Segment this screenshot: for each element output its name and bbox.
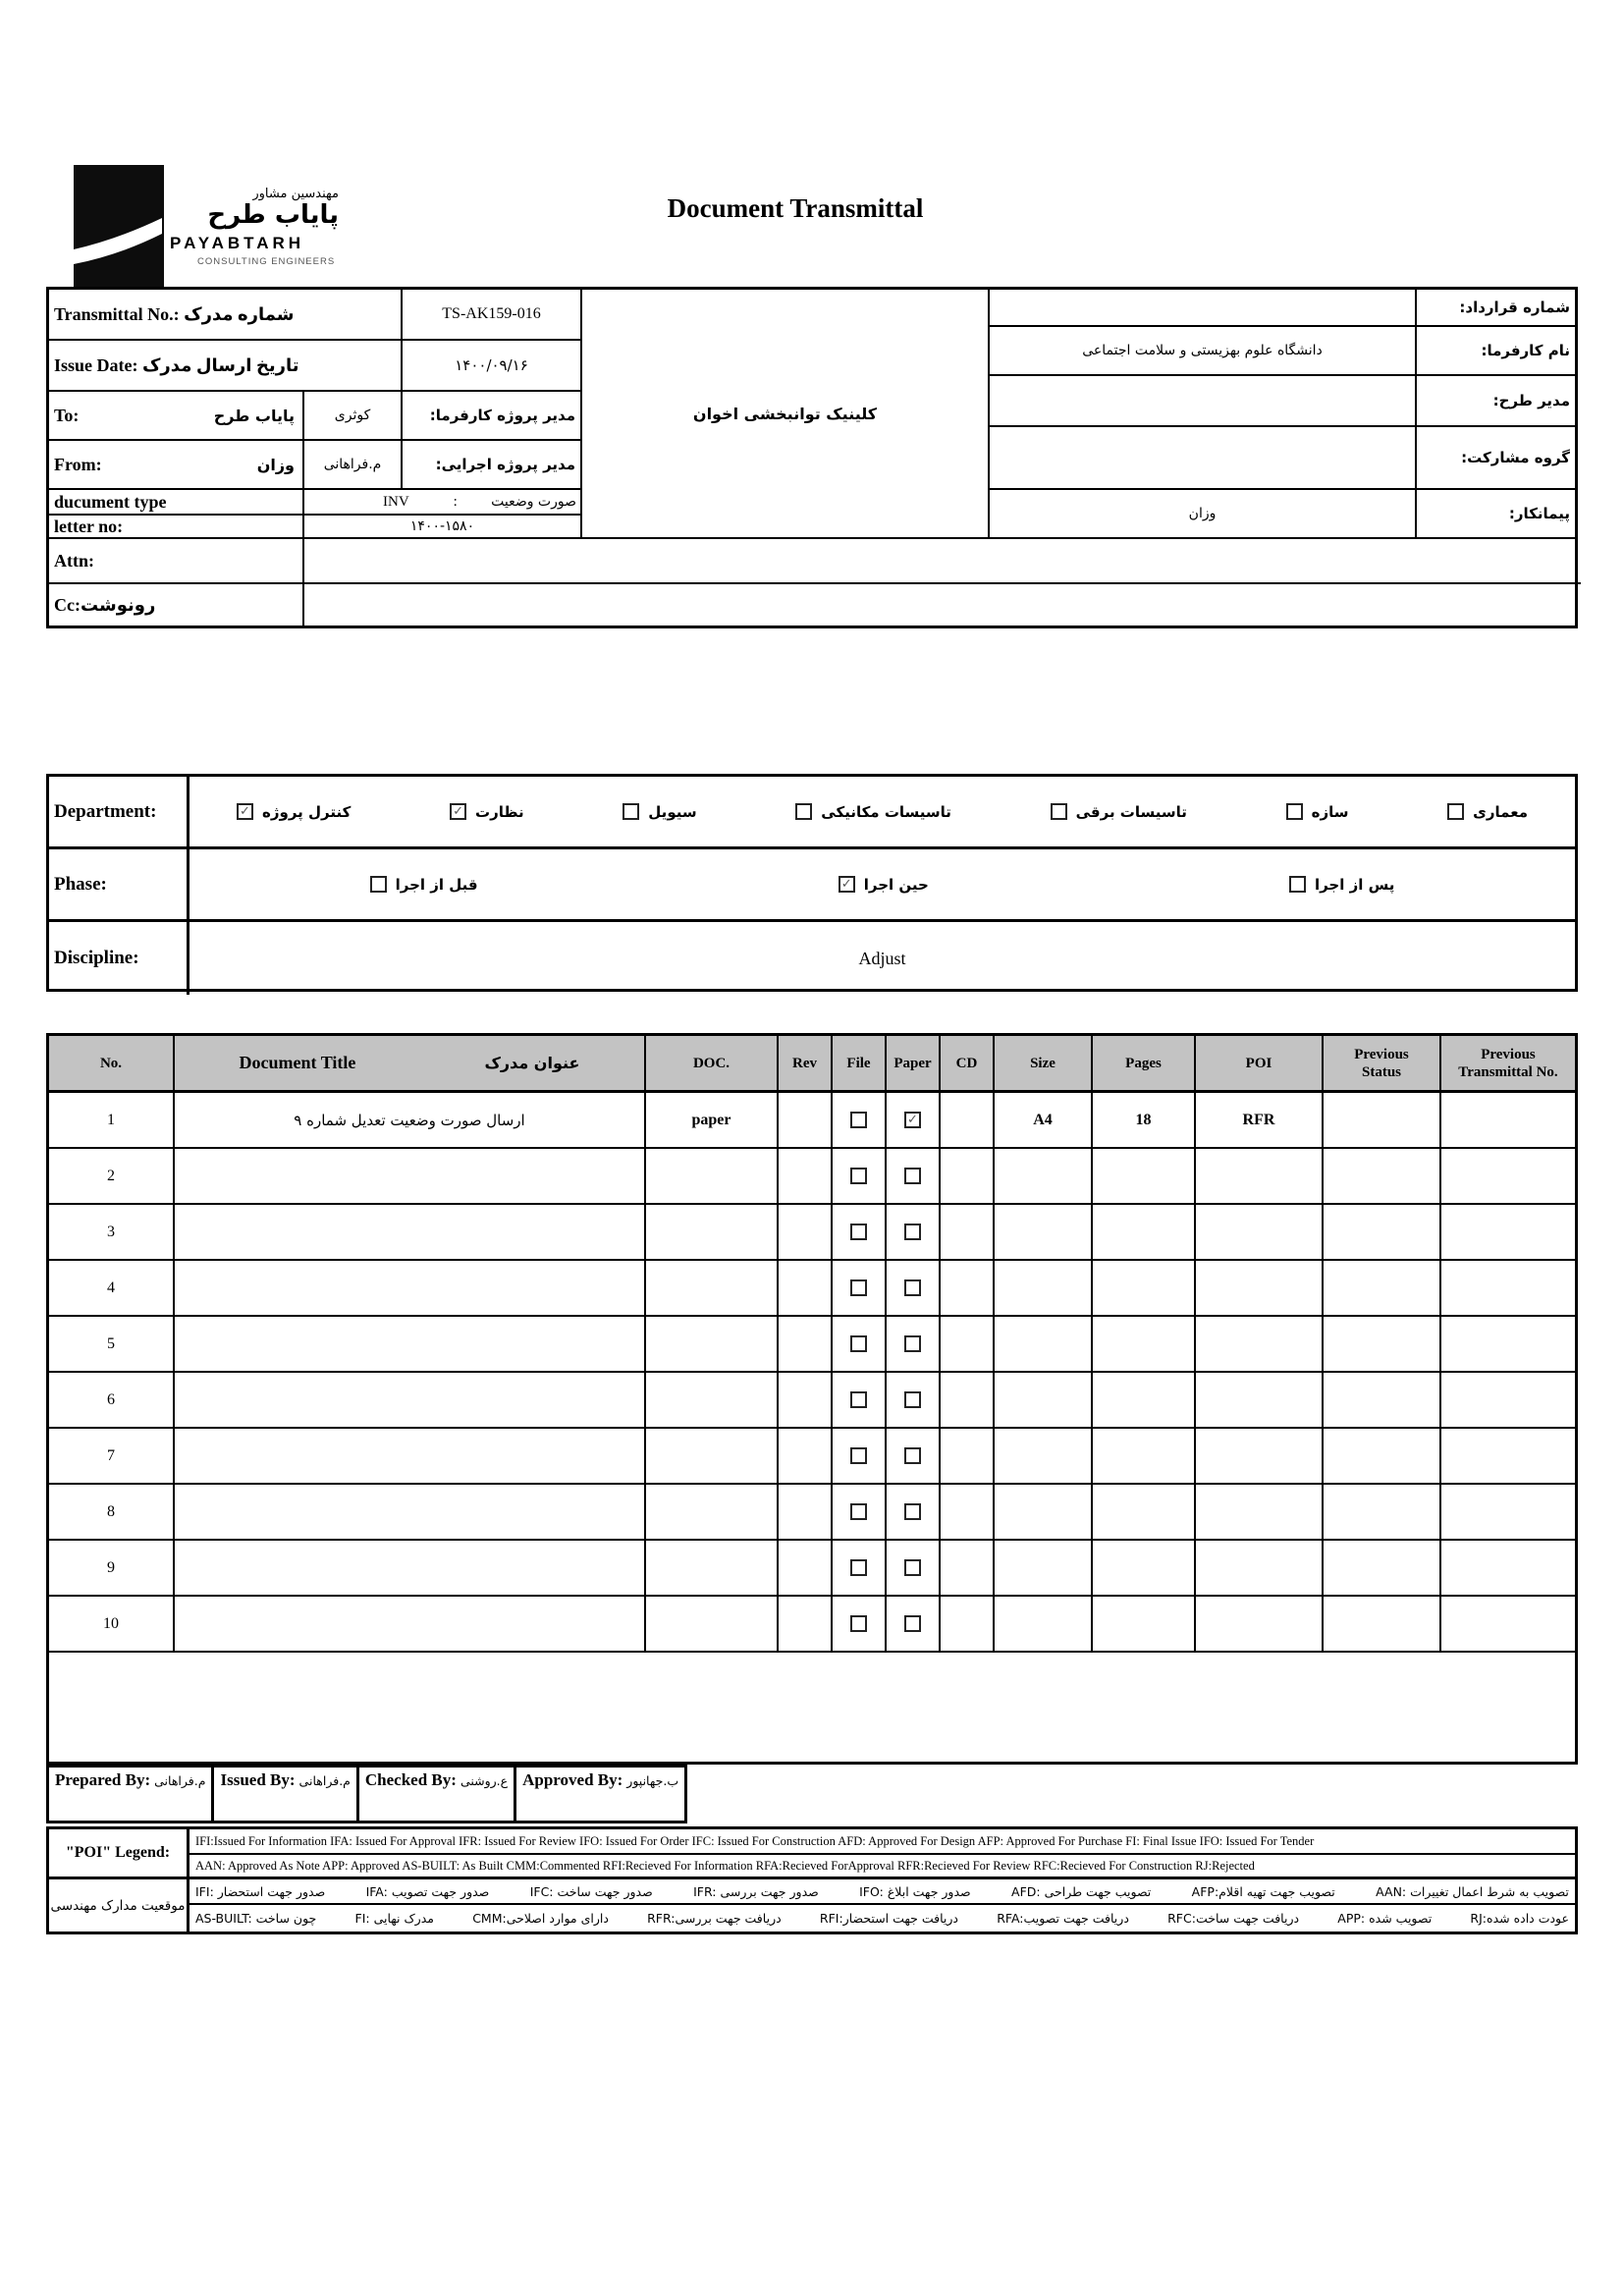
- row-title: [175, 1485, 646, 1539]
- legend-english-line-2: AAN: Approved As Note APP: Approved AS-BUILT: As Built CMM:Commented RFI:Recieved For Information RFA:Recieved ForApproval RFR:Recieved For Review RFC:Recieved For Construction RJ:Rejected: [189, 1855, 1575, 1879]
- attn-value[interactable]: [304, 539, 1581, 584]
- department-option-label: معماری: [1473, 802, 1528, 821]
- poi-legend: [46, 1826, 1578, 1934]
- signature-box[interactable]: [211, 1765, 358, 1823]
- row-prev-transmittal: [1441, 1485, 1575, 1539]
- row-file-cell: [833, 1541, 887, 1595]
- table-row: [49, 1261, 1575, 1317]
- documents-table: [46, 1033, 1578, 1765]
- col-header-rev: Rev: [779, 1036, 833, 1090]
- row-file-cell: [833, 1429, 887, 1483]
- legend-farsi-entry: AS-BUILT: چون ساخت: [195, 1911, 317, 1926]
- phase-option-label: حین اجرا: [863, 875, 929, 894]
- col-header-title-fa: عنوان مدرک: [484, 1053, 580, 1072]
- discipline-row: [49, 922, 1575, 995]
- row-paper-cell: [887, 1597, 941, 1651]
- row-pages: [1093, 1205, 1196, 1259]
- issue-date-label: Issue Date: تاریخ ارسال مدرک: [49, 341, 403, 392]
- doc-type-value: INV: [383, 493, 409, 510]
- from-label: From:: [54, 454, 102, 474]
- row-title: [175, 1541, 646, 1595]
- legend-farsi-entry: AAN: تصویب به شرط اعمال تغییرات: [1376, 1883, 1569, 1899]
- col-header-size: Size: [995, 1036, 1093, 1090]
- phase-option: [1289, 876, 1394, 894]
- phase-option-label: پس از اجرا: [1314, 875, 1395, 894]
- plan-manager-label: مدیر طرح:: [1417, 376, 1575, 427]
- legend-farsi-entry: IFR: صدور جهت بررسی: [693, 1883, 819, 1899]
- department-option-label: کنترل پروژه: [262, 802, 352, 821]
- row-rev: [779, 1485, 833, 1539]
- discipline-value: Adjust: [858, 948, 906, 968]
- contractor-value: وزان: [990, 490, 1417, 539]
- project-name: کلینیک توانبخشی اخوان: [582, 290, 990, 539]
- row-rev: [779, 1093, 833, 1147]
- row-rev: [779, 1541, 833, 1595]
- department-row: [49, 777, 1575, 849]
- row-file-cell: [833, 1597, 887, 1651]
- row-poi: [1196, 1317, 1324, 1371]
- row-title: [175, 1205, 646, 1259]
- transmittal-no-label: Transmittal No.: شماره مدرک: [49, 290, 403, 341]
- row-prev-transmittal: [1441, 1317, 1575, 1371]
- logo-text-block: [170, 165, 339, 291]
- row-size: A4: [995, 1093, 1093, 1147]
- paper-checkbox[interactable]: [904, 1447, 921, 1464]
- row-cd: [941, 1541, 995, 1595]
- table-row: [49, 1429, 1575, 1485]
- signature-name: م.فراهانی: [298, 1773, 351, 1788]
- row-size: [995, 1261, 1093, 1315]
- legend-english-line-1: IFI:Issued For Information IFA: Issued For Approval IFR: Issued For Review IFO: Issued For Order IFC: Issued For Construction AFD: Approved For Design AFP: Approved For Purchase FI: Final Issue IFO: Issued For Tender: [189, 1829, 1575, 1855]
- department-checkbox[interactable]: ✓: [237, 803, 253, 820]
- row-rev: [779, 1597, 833, 1651]
- row-size: [995, 1149, 1093, 1203]
- poi-legend-label: "POI" Legend:: [49, 1829, 187, 1879]
- department-checkbox[interactable]: [1447, 803, 1464, 820]
- legend-label-column: [49, 1829, 189, 1931]
- department-options-list: [189, 803, 1575, 821]
- row-pages: [1093, 1261, 1196, 1315]
- row-rev: [779, 1429, 833, 1483]
- cc-value[interactable]: [304, 584, 1581, 626]
- row-file-cell: [833, 1093, 887, 1147]
- row-poi: [1196, 1429, 1324, 1483]
- legend-farsi-entry: IFO: صدور جهت ابلاغ: [859, 1883, 971, 1899]
- col-header-paper: Paper: [887, 1036, 941, 1090]
- row-prev-status: [1324, 1373, 1441, 1427]
- legend-farsi-entry: RFR:دریافت جهت بررسی: [647, 1911, 782, 1926]
- row-doc: paper: [646, 1093, 779, 1147]
- row-prev-status: [1324, 1205, 1441, 1259]
- row-size: [995, 1597, 1093, 1651]
- paper-checkbox[interactable]: [904, 1224, 921, 1240]
- partnership-value[interactable]: [990, 427, 1417, 490]
- row-no: 5: [49, 1317, 175, 1371]
- row-cd: [941, 1597, 995, 1651]
- row-doc: [646, 1597, 779, 1651]
- row-title: [175, 1429, 646, 1483]
- row-pages: [1093, 1541, 1196, 1595]
- row-prev-transmittal: [1441, 1261, 1575, 1315]
- signature-name: ع.روشنی: [460, 1773, 509, 1788]
- row-poi: [1196, 1373, 1324, 1427]
- row-prev-status: [1324, 1317, 1441, 1371]
- legend-farsi-entry: RJ:عودت داده شده: [1470, 1911, 1569, 1926]
- row-file-cell: [833, 1317, 887, 1371]
- row-title: [175, 1261, 646, 1315]
- row-prev-status: [1324, 1261, 1441, 1315]
- department-checkbox[interactable]: [623, 803, 639, 820]
- attn-label: Attn:: [49, 539, 304, 584]
- row-poi: [1196, 1485, 1324, 1539]
- discipline-label: Discipline:: [49, 922, 189, 995]
- table-empty-area: [49, 1653, 1575, 1768]
- row-pages: 18: [1093, 1093, 1196, 1147]
- row-prev-status: [1324, 1149, 1441, 1203]
- legend-farsi-entry: AFP:تصویب جهت تهیه اقلام: [1191, 1883, 1335, 1899]
- col-header-no: No.: [49, 1036, 175, 1090]
- logo-english-subtitle: CONSULTING ENGINEERS: [197, 255, 336, 267]
- row-cd: [941, 1373, 995, 1427]
- issue-date-value: ۱۴۰۰/۰۹/۱۶: [403, 341, 582, 392]
- phase-row: [49, 849, 1575, 922]
- department-option: [450, 803, 524, 821]
- file-checkbox[interactable]: [850, 1168, 867, 1184]
- row-cd: [941, 1149, 995, 1203]
- signature-name: م.فراهانی: [154, 1773, 206, 1788]
- table-row: [49, 1205, 1575, 1261]
- row-poi: [1196, 1541, 1324, 1595]
- from-row: [49, 441, 304, 490]
- department-option-label: سازه: [1311, 802, 1349, 821]
- row-paper-cell: [887, 1317, 941, 1371]
- letter-no-label: letter no:: [49, 516, 304, 539]
- row-doc: [646, 1373, 779, 1427]
- contractor-label: پیمانکار:: [1417, 490, 1575, 539]
- col-header-file: File: [833, 1036, 887, 1090]
- row-prev-status: [1324, 1485, 1441, 1539]
- table-row: [49, 1373, 1575, 1429]
- page-title: Document Transmittal: [667, 193, 924, 223]
- department-option-label: نظارت: [475, 802, 524, 821]
- row-title: [175, 1149, 646, 1203]
- row-size: [995, 1485, 1093, 1539]
- phase-label: Phase:: [49, 849, 189, 919]
- row-rev: [779, 1261, 833, 1315]
- col-header-cd: CD: [941, 1036, 995, 1090]
- exec-pm-label: مدیر پروژه اجرایی:: [403, 441, 582, 490]
- file-checkbox[interactable]: [850, 1391, 867, 1408]
- doc-type-cell: [304, 490, 582, 516]
- row-prev-status: [1324, 1429, 1441, 1483]
- department-label: Department:: [49, 777, 189, 846]
- phase-options: [189, 849, 1575, 919]
- row-title: ارسال صورت وضعیت تعدیل شماره ۹: [175, 1093, 646, 1147]
- legend-farsi-line-1: [189, 1879, 1575, 1905]
- row-cd: [941, 1317, 995, 1371]
- signature-row: [46, 1765, 1578, 1823]
- row-size: [995, 1205, 1093, 1259]
- row-prev-transmittal: [1441, 1149, 1575, 1203]
- row-rev: [779, 1149, 833, 1203]
- col-header-title: [175, 1036, 646, 1090]
- signature-label: Checked By:: [364, 1770, 457, 1789]
- row-prev-transmittal: [1441, 1093, 1575, 1147]
- row-prev-status: [1324, 1597, 1441, 1651]
- phase-checkbox[interactable]: [1289, 876, 1306, 893]
- table-row: [49, 1093, 1575, 1149]
- row-rev: [779, 1317, 833, 1371]
- client-name-label: نام کارفرما:: [1417, 327, 1575, 376]
- department-option: [1286, 803, 1349, 821]
- row-poi: [1196, 1149, 1324, 1203]
- row-no: 10: [49, 1597, 175, 1651]
- table-row: [49, 1149, 1575, 1205]
- row-prev-transmittal: [1441, 1373, 1575, 1427]
- signature-box[interactable]: [46, 1765, 214, 1823]
- file-checkbox[interactable]: [850, 1224, 867, 1240]
- doc-type-farsi: صورت وضعیت: [491, 494, 576, 510]
- company-logo: [74, 165, 339, 291]
- signature-box[interactable]: [514, 1765, 687, 1823]
- row-doc: [646, 1261, 779, 1315]
- row-cd: [941, 1205, 995, 1259]
- table-row: [49, 1485, 1575, 1541]
- col-header-poi: POI: [1196, 1036, 1324, 1090]
- row-paper-cell: [887, 1261, 941, 1315]
- file-checkbox[interactable]: [850, 1447, 867, 1464]
- plan-manager-value[interactable]: [990, 376, 1417, 427]
- row-pages: [1093, 1429, 1196, 1483]
- row-file-cell: [833, 1149, 887, 1203]
- row-size: [995, 1429, 1093, 1483]
- documents-table-body: [49, 1093, 1575, 1653]
- legend-lines: [189, 1829, 1575, 1931]
- legend-farsi-entry: RFC:دریافت جهت ساخت: [1167, 1911, 1300, 1926]
- table-row: [49, 1541, 1575, 1597]
- row-pages: [1093, 1597, 1196, 1651]
- row-doc: [646, 1205, 779, 1259]
- classification-table: [46, 774, 1578, 992]
- to-row: [49, 392, 304, 441]
- signature-label: Approved By:: [522, 1770, 623, 1789]
- legend-farsi-entry: RFA:دریافت جهت تصویب: [997, 1911, 1129, 1926]
- col-header-pages: Pages: [1093, 1036, 1196, 1090]
- row-doc: [646, 1485, 779, 1539]
- row-paper-cell: [887, 1541, 941, 1595]
- signature-box[interactable]: [356, 1765, 516, 1823]
- row-paper-cell: [887, 1205, 941, 1259]
- file-checkbox[interactable]: [850, 1335, 867, 1352]
- to-label: To:: [54, 405, 80, 425]
- from-person: م.فراهانی: [304, 441, 403, 490]
- doc-type-colon: :: [453, 493, 458, 510]
- to-value: پایاب طرح: [213, 406, 295, 425]
- logo-farsi-tagline: مهندسین مشاور: [252, 187, 339, 201]
- row-no: 6: [49, 1373, 175, 1427]
- row-poi: [1196, 1597, 1324, 1651]
- department-option: [623, 803, 696, 821]
- phase-option: [370, 876, 478, 894]
- contract-no-label: شماره قرارداد:: [1417, 290, 1575, 327]
- client-name-value: دانشگاه علوم بهزیستی و سلامت اجتماعی: [990, 327, 1417, 376]
- file-checkbox[interactable]: [850, 1503, 867, 1520]
- paper-checkbox[interactable]: [904, 1335, 921, 1352]
- department-checkbox[interactable]: [795, 803, 812, 820]
- to-person: کوثری: [304, 392, 403, 441]
- paper-checkbox[interactable]: [904, 1279, 921, 1296]
- department-option: [237, 803, 351, 821]
- logo-english-name: PAYABTARH: [170, 233, 305, 252]
- row-title: [175, 1317, 646, 1371]
- paper-checkbox[interactable]: [904, 1559, 921, 1576]
- row-cd: [941, 1485, 995, 1539]
- phase-checkbox[interactable]: ✓: [839, 876, 855, 893]
- row-pages: [1093, 1149, 1196, 1203]
- legend-farsi-entry: RFI:دریافت جهت استحضار: [819, 1911, 958, 1926]
- logo-swoosh-icon: [74, 165, 164, 291]
- partnership-label: گروه مشارکت:: [1417, 427, 1575, 490]
- signature-label: Issued By:: [220, 1770, 296, 1789]
- row-no: 3: [49, 1205, 175, 1259]
- file-checkbox[interactable]: [850, 1279, 867, 1296]
- file-checkbox[interactable]: [850, 1615, 867, 1632]
- row-prev-transmittal: [1441, 1205, 1575, 1259]
- row-doc: [646, 1429, 779, 1483]
- paper-checkbox[interactable]: [904, 1503, 921, 1520]
- letter-no-value: ۱۴۰۰-۱۵۸۰: [304, 516, 582, 539]
- row-size: [995, 1373, 1093, 1427]
- from-value: وزان: [256, 455, 295, 474]
- row-paper-cell: [887, 1149, 941, 1203]
- logo-farsi-name: پایاب طرح: [207, 200, 339, 230]
- department-option-label: تاسیسات برقی: [1075, 802, 1187, 821]
- legend-farsi-label: موقعیت مدارک مهندسی: [50, 1897, 186, 1914]
- header-table: [46, 287, 1578, 628]
- row-rev: [779, 1205, 833, 1259]
- legend-farsi-entry: FI: مدرک نهایی: [354, 1911, 434, 1926]
- row-paper-cell: [887, 1485, 941, 1539]
- documents-table-header: [49, 1036, 1575, 1093]
- department-option: [795, 803, 951, 821]
- col-header-prev-status: Previous Status: [1324, 1036, 1441, 1090]
- row-prev-transmittal: [1441, 1429, 1575, 1483]
- phase-options-list: [189, 876, 1575, 894]
- col-header-prev-transmittal: Previous Transmittal No.: [1458, 1046, 1558, 1080]
- row-size: [995, 1541, 1093, 1595]
- row-prev-status: [1324, 1093, 1441, 1147]
- table-row: [49, 1317, 1575, 1373]
- row-no: 4: [49, 1261, 175, 1315]
- phase-option-label: قبل از اجرا: [395, 875, 478, 894]
- row-pages: [1093, 1317, 1196, 1371]
- row-prev-transmittal: [1441, 1541, 1575, 1595]
- legend-farsi-entry: IFA: صدور جهت تصویب: [365, 1883, 490, 1899]
- department-checkbox[interactable]: ✓: [450, 803, 466, 820]
- doc-type-label: ducument type: [49, 490, 304, 516]
- paper-checkbox[interactable]: [904, 1615, 921, 1632]
- col-header-doc: DOC.: [646, 1036, 779, 1090]
- row-prev-status: [1324, 1541, 1441, 1595]
- row-doc: [646, 1317, 779, 1371]
- department-option: [1447, 803, 1528, 821]
- legend-farsi-entry: IFC: صدور جهت ساخت: [529, 1883, 653, 1899]
- table-row: [49, 1597, 1575, 1653]
- row-rev: [779, 1373, 833, 1427]
- signature-label: Prepared By:: [55, 1770, 151, 1789]
- transmittal-no-value: TS-AK159-016: [403, 290, 582, 341]
- legend-farsi-entry: IFI: صدور جهت استحضار: [195, 1883, 326, 1899]
- department-checkbox[interactable]: [1051, 803, 1067, 820]
- row-no: 8: [49, 1485, 175, 1539]
- row-pages: [1093, 1485, 1196, 1539]
- phase-checkbox[interactable]: [370, 876, 387, 893]
- row-cd: [941, 1429, 995, 1483]
- col-header-title-en: Document Title: [239, 1052, 356, 1072]
- signature-name: ب.جهانپور: [626, 1773, 679, 1788]
- row-file-cell: [833, 1261, 887, 1315]
- legend-farsi-entry: AFD: تصویب جهت طراحی: [1011, 1883, 1152, 1899]
- phase-option: [839, 876, 929, 894]
- row-paper-cell: [887, 1373, 941, 1427]
- department-checkbox[interactable]: [1286, 803, 1303, 820]
- paper-checkbox[interactable]: [904, 1168, 921, 1184]
- row-poi: [1196, 1205, 1324, 1259]
- file-checkbox[interactable]: [850, 1112, 867, 1128]
- row-file-cell: [833, 1485, 887, 1539]
- department-option: [1051, 803, 1187, 821]
- row-no: 2: [49, 1149, 175, 1203]
- row-title: [175, 1373, 646, 1427]
- row-poi: [1196, 1261, 1324, 1315]
- paper-checkbox[interactable]: [904, 1391, 921, 1408]
- row-title: [175, 1597, 646, 1651]
- cc-label: Cc:رونوشت: [49, 584, 304, 626]
- legend-farsi-line-2: [189, 1905, 1575, 1931]
- row-prev-transmittal: [1441, 1597, 1575, 1651]
- row-file-cell: [833, 1205, 887, 1259]
- row-paper-cell: [887, 1429, 941, 1483]
- legend-farsi-entry: APP: تصویب شده: [1337, 1911, 1433, 1926]
- department-option-label: سیویل: [648, 802, 697, 821]
- department-option-label: تاسیسات مکانیکی: [821, 802, 951, 821]
- row-poi: RFR: [1196, 1093, 1324, 1147]
- department-options: [189, 777, 1575, 846]
- row-cd: [941, 1261, 995, 1315]
- row-doc: [646, 1541, 779, 1595]
- row-doc: [646, 1149, 779, 1203]
- row-size: [995, 1317, 1093, 1371]
- paper-checkbox[interactable]: ✓: [904, 1112, 921, 1128]
- row-no: 7: [49, 1429, 175, 1483]
- row-no: 1: [49, 1093, 175, 1147]
- row-cd: [941, 1093, 995, 1147]
- row-paper-cell: [887, 1093, 941, 1147]
- row-file-cell: [833, 1373, 887, 1427]
- client-pm-label: مدیر پروژه کارفرما:: [403, 392, 582, 441]
- row-no: 9: [49, 1541, 175, 1595]
- file-checkbox[interactable]: [850, 1559, 867, 1576]
- contract-no-value[interactable]: [990, 290, 1417, 327]
- legend-farsi-entry: CMM:دارای موارد اصلاحی: [472, 1911, 609, 1926]
- row-pages: [1093, 1373, 1196, 1427]
